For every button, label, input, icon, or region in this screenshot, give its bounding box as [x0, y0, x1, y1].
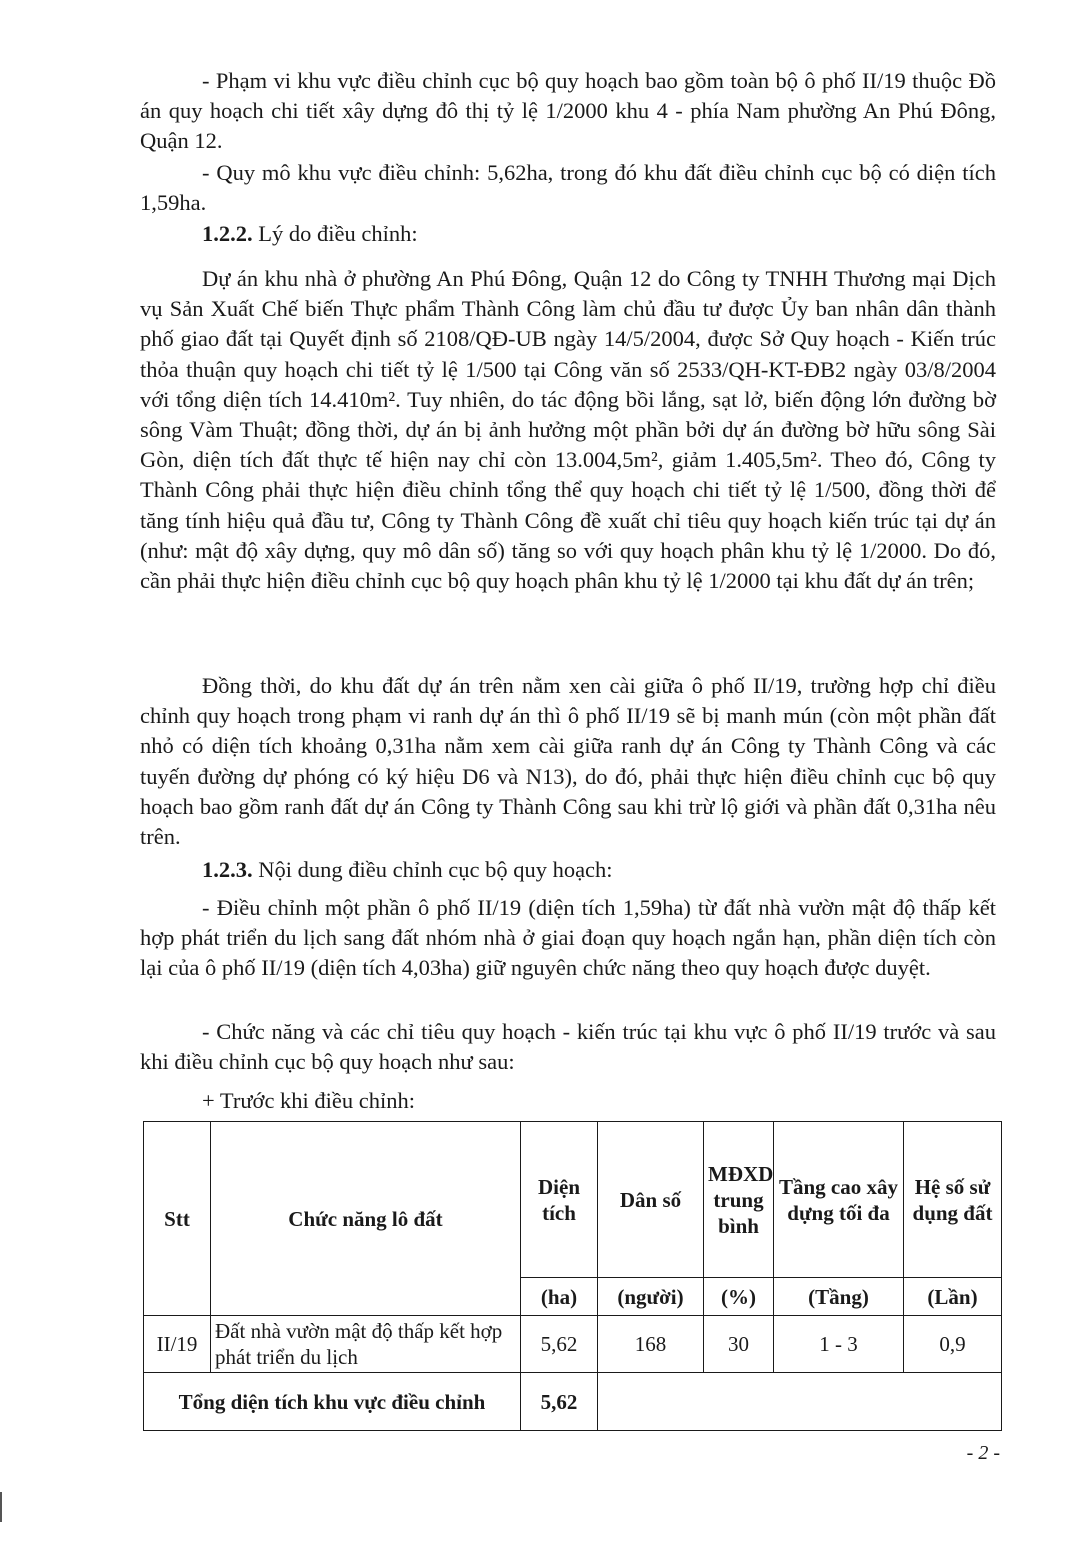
- section-heading-1-2-3: [140, 855, 996, 885]
- header-stt: Stt: [144, 1122, 211, 1316]
- cell-far: 0,9: [904, 1316, 1002, 1373]
- reason-paragraph: Dự án khu nhà ở phường An Phú Đông, Quận 12 do Công ty TNHH Thương mại Dịch vụ Sản Xuất Chế biến Thực phẩm Thành Công làm chủ đầu tư được Ủy ban nhân dân thành phố giao đất tại Quyết định số 2108/QĐ-UB ngày 14/5/2004, được Sở Quy hoạch - Kiến trúc thỏa thuận quy hoạch chi tiết tỷ lệ 1/500 tại Công văn số 2533/QH-KT-ĐB2 ngày 03/8/2004 với tổng diện tích 14.410m². Tuy nhiên, do tác động bồi lắng, sạt lở, biến động lớn đường bờ sông Vàm Thuật; đồng thời, dự án bị ảnh hưởng một phần bởi dự án đường bờ hữu sông Sài Gòn, diện tích đất thực tế hiện nay chỉ còn 13.004,5m², giảm 1.405,5m². Theo đó, Công ty Thành Công phải thực hiện điều chỉnh tổng thể quy hoạch chi tiết tỷ lệ 1/500, đồng thời để tăng tính hiệu quả đầu tư, Công ty Thành Công đề xuất chỉ tiêu quy hoạch kiến trúc tại dự án (như: mật độ xây dựng, quy mô dân số) tăng so với quy hoạch phân khu tỷ lệ 1/2000. Do đó, cần phải thực hiện điều chỉnh cục bộ quy hoạch phân khu tỷ lệ 1/2000 tại khu đất dự án trên;: [140, 266, 996, 594]
- planning-indicators-table: [143, 1121, 1002, 1431]
- table-total-row: [144, 1373, 1002, 1431]
- unit-population: (người): [598, 1278, 704, 1316]
- cell-function: Đất nhà vườn mật độ thấp kết hợp phát triển du lịch: [211, 1316, 521, 1373]
- header-function: Chức năng lô đất: [211, 1122, 521, 1316]
- indicators-paragraph: - Chức năng và các chỉ tiêu quy hoạch - kiến trúc tại khu vực ô phố II/19 trước và sau khi điều chỉnh cục bộ quy hoạch như sau:: [140, 1019, 996, 1075]
- scale-paragraph: - Quy mô khu vực điều chỉnh: 5,62ha, trong đó khu đất điều chỉnh cục bộ có diện tích 1,59ha.: [140, 160, 996, 216]
- scope-paragraph: - Phạm vi khu vực điều chỉnh cục bộ quy hoạch bao gồm toàn bộ ô phố II/19 thuộc Đồ án quy hoạch chi tiết xây dựng đô thị tỷ lệ 1/2000 khu 4 - phía Nam phường An Phú Đông, Quận 12.: [140, 68, 996, 154]
- adjustment-paragraph: - Điều chỉnh một phần ô phố II/19 (diện tích 1,59ha) từ đất nhà vườn mật độ thấp kết hợp phát triển du lịch sang đất nhóm nhà ở giai đoạn quy hoạch ngắn hạn, phần diện tích còn lại của ô phố II/19 (diện tích 4,03ha) giữ nguyên chức năng theo quy hoạch được duyệt.: [140, 895, 996, 981]
- header-area: Diện tích: [521, 1122, 598, 1278]
- unit-area: (ha): [521, 1278, 598, 1316]
- header-floors: Tầng cao xây dựng tối đa: [774, 1122, 904, 1278]
- page-number: - 2 -: [966, 1442, 1000, 1464]
- header-far: Hệ số sử dụng đất: [904, 1122, 1002, 1278]
- reason-paragraph-2: Đồng thời, do khu đất dự án trên nằm xen cài giữa ô phố II/19, trường hợp chỉ điều chỉnh quy hoạch trong phạm vi ranh dự án thì ô phố II/19 sẽ bị manh mún (còn một phần đất nhỏ có diện tích khoảng 0,31ha nằm xem cài giữa ranh dự án Công ty Thành Công và các tuyến đường dự phóng có ký hiệu D6 và N13), do đó, phải thực hiện điều chỉnh cục bộ quy hoạch bao gồm ranh đất dự án Công ty Thành Công sau khi trừ lộ giới và phần đất 0,31ha nêu trên.: [140, 673, 996, 850]
- unit-density: (%): [704, 1278, 774, 1316]
- section-number: 1.2.3.: [202, 857, 253, 882]
- cell-population: 168: [598, 1316, 704, 1373]
- total-label: Tổng diện tích khu vực điều chỉnh: [144, 1373, 521, 1431]
- section-heading-1-2-2: [140, 219, 996, 249]
- cell-area: 5,62: [521, 1316, 598, 1373]
- margin-mark: [0, 1492, 2, 1522]
- total-empty: [598, 1373, 1002, 1431]
- header-population: Dân số: [598, 1122, 704, 1278]
- cell-density: 30: [704, 1316, 774, 1373]
- before-adjustment-label: + Trước khi điều chỉnh:: [202, 1088, 416, 1113]
- table-header-row: [144, 1122, 1002, 1278]
- header-density: MĐXD trung bình: [704, 1122, 774, 1278]
- cell-stt: II/19: [144, 1316, 211, 1373]
- section-title: Lý do điều chỉnh:: [252, 221, 418, 246]
- unit-far: (Lần): [904, 1278, 1002, 1316]
- table-row: [144, 1316, 1002, 1373]
- cell-floors: 1 - 3: [774, 1316, 904, 1373]
- section-number: 1.2.2.: [202, 221, 253, 246]
- total-area: 5,62: [521, 1373, 598, 1431]
- section-title: Nội dung điều chỉnh cục bộ quy hoạch:: [252, 857, 613, 882]
- unit-floors: (Tầng): [774, 1278, 904, 1316]
